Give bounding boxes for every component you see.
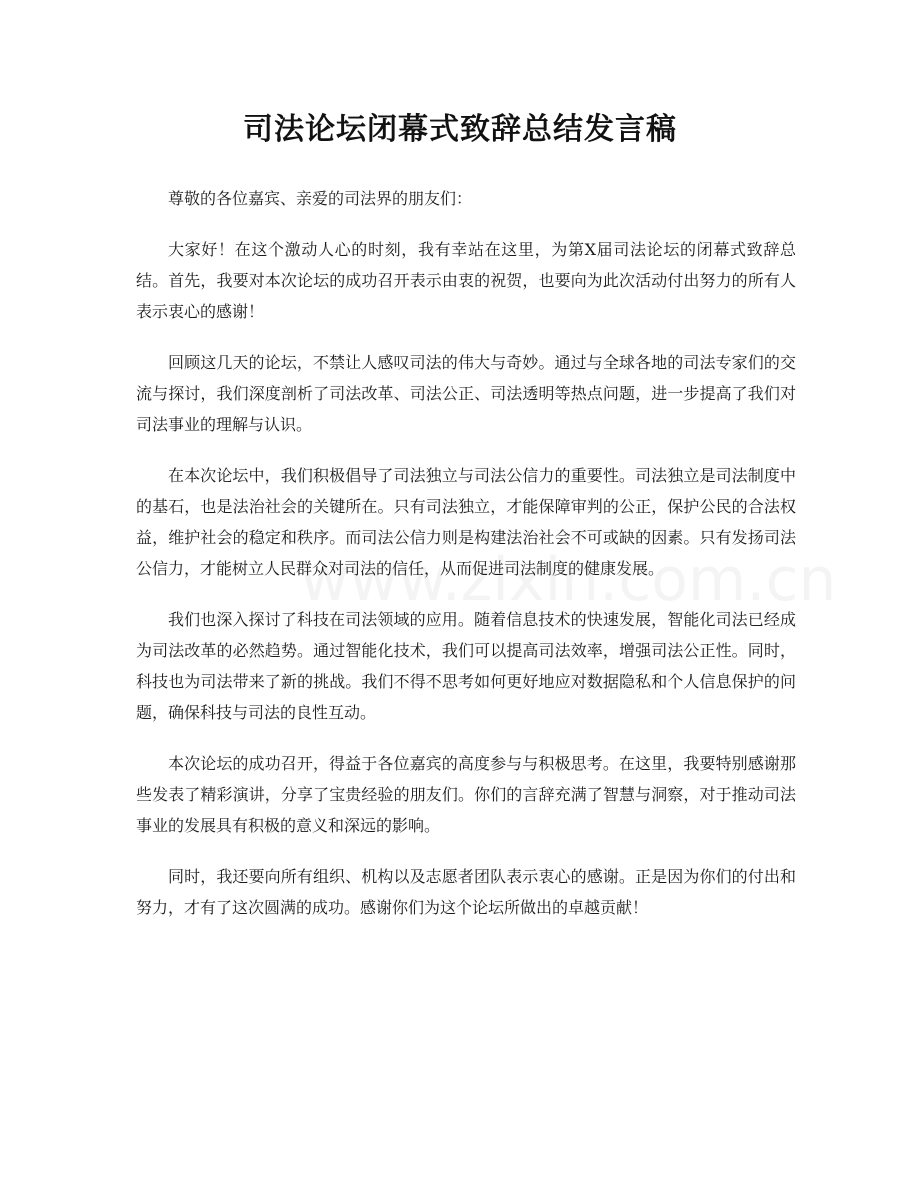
paragraph-judicial-independence: 在本次论坛中，我们积极倡导了司法独立与司法公信力的重要性。司法独立是司法制度中的基石，也是法治社会的关键所在。只有司法独立，才能保障审判的公正，保护公民的合法权益，维护社会的稳定和秩序。而司法公信力则是构建法治社会不可或缺的因素。只有发扬司法公信力，才能树立人民群众对司法的信任，从而促进司法制度的健康发展。 <box>136 466 796 578</box>
paragraph-opening: 大家好！在这个激动人心的时刻，我有幸站在这里，为第X届司法论坛的闭幕式致辞总结。首先，我要对本次论坛的成功召开表示由衷的祝贺，也要向为此次活动付出努力的所有人表示衷心的感谢！ <box>136 240 796 321</box>
paragraph-thanks-organizers: 同时，我还要向所有组织、机构以及志愿者团队表示衷心的感谢。正是因为你们的付出和努力，才有了这次圆满的成功。感谢你们为这个论坛所做出的卓越贡献！ <box>136 867 796 917</box>
paragraph-salutation: 尊敬的各位嘉宾、亲爱的司法界的朋友们： <box>168 189 473 208</box>
document-body <box>136 183 796 943</box>
paragraph-technology: 我们也深入探讨了科技在司法领域的应用。随着信息技术的快速发展，智能化司法已经成为司法改革的必然趋势。通过智能化技术，我们可以提高司法效率，增强司法公正性。同时，科技也为司法带来了新的挑战。我们不得不思考如何更好地应对数据隐私和个人信息保护的问题，确保科技与司法的良性互动。 <box>136 610 796 722</box>
paragraph-thanks-guests: 本次论坛的成功召开，得益于各位嘉宾的高度参与与积极思考。在这里，我要特别感谢那些发表了精彩演讲，分享了宝贵经验的朋友们。你们的言辞充满了智慧与洞察，对于推动司法事业的发展具有积极的意义和深远的影响。 <box>136 754 796 835</box>
document-title: 司法论坛闭幕式致辞总结发言稿 <box>243 112 677 147</box>
paragraph-review: 回顾这几天的论坛，不禁让人感叹司法的伟大与奇妙。通过与全球各地的司法专家们的交流与探讨，我们深度剖析了司法改革、司法公正、司法透明等热点问题，进一步提高了我们对司法事业的理解与认识。 <box>136 353 796 434</box>
